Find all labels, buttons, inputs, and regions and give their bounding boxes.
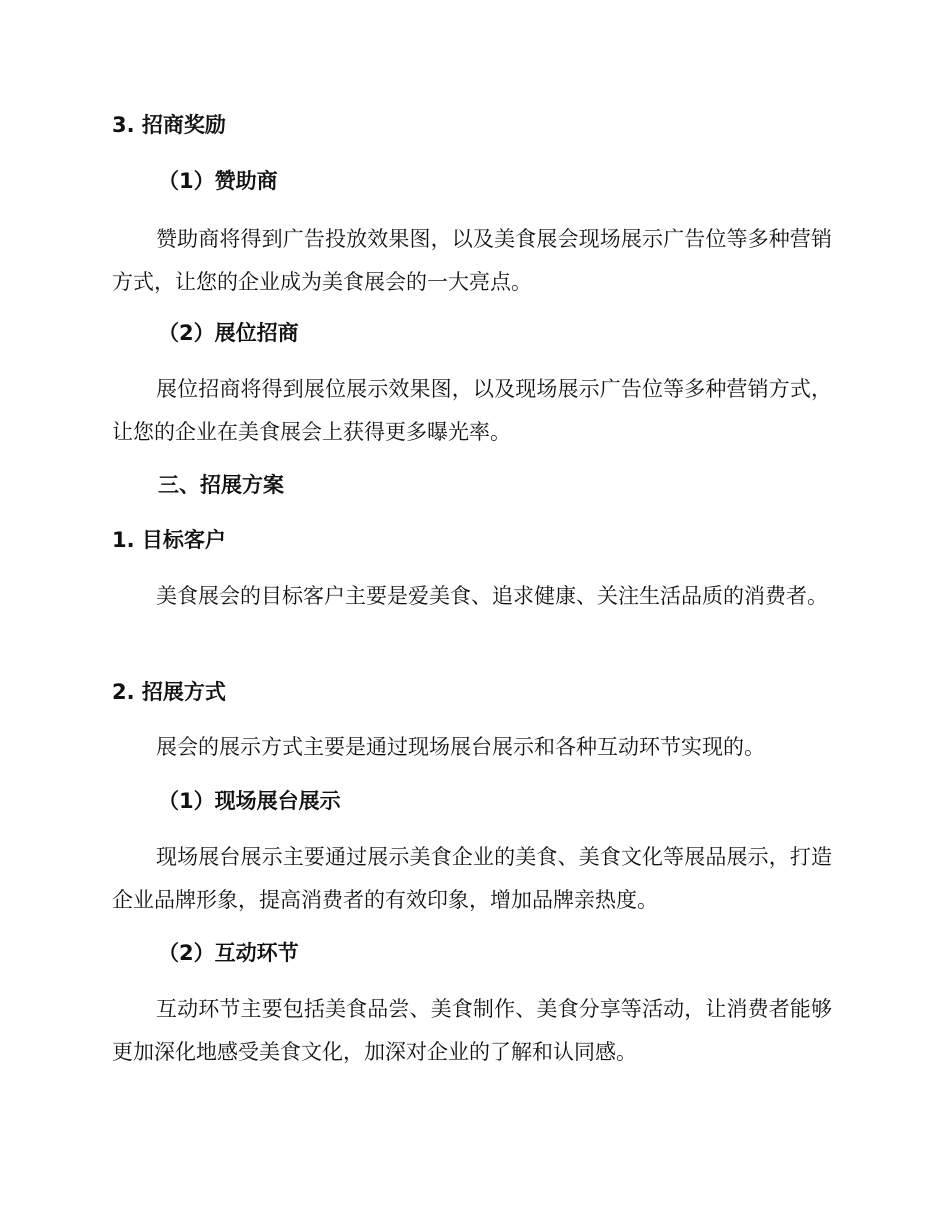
- chapter-heading-exhibition-plan: 三、招展方案: [158, 473, 284, 497]
- paragraph-onsite-booth: 现场展台展示主要通过展示美食企业的美食、美食文化等展品展示，打造企业品牌形象，提高消费者的有效印象，增加品牌亲热度。: [112, 845, 832, 912]
- subheading-booth: （2）展位招商: [158, 321, 299, 345]
- subheading-onsite-booth: （1）现场展台展示: [158, 789, 341, 813]
- section-heading-investment-rewards: 3. 招商奖励: [112, 113, 226, 137]
- section-heading-exhibition-method: 2. 招展方式: [112, 680, 226, 704]
- paragraph-sponsor: 赞助商将得到广告投放效果图，以及美食展会现场展示广告位等多种营销方式，让您的企业成为美食展会的一大亮点。: [112, 227, 832, 294]
- paragraph-target-customers: 美食展会的目标客户主要是爱美食、追求健康、关注生活品质的消费者。: [156, 584, 828, 608]
- subheading-interaction: （2）互动环节: [158, 941, 299, 965]
- paragraph-booth: 展位招商将得到展位展示效果图，以及现场展示广告位等多种营销方式，让您的企业在美食展会上获得更多曝光率。: [112, 377, 832, 444]
- paragraph-interaction: 互动环节主要包括美食品尝、美食制作、美食分享等活动，让消费者能够更加深化地感受美食文化，加深对企业的了解和认同感。: [112, 997, 832, 1064]
- subheading-sponsor: （1）赞助商: [158, 169, 278, 193]
- section-heading-target-customers: 1. 目标客户: [112, 528, 226, 552]
- paragraph-exhibition-method: 展会的展示方式主要是通过现场展台展示和各种互动环节实现的。: [156, 735, 765, 759]
